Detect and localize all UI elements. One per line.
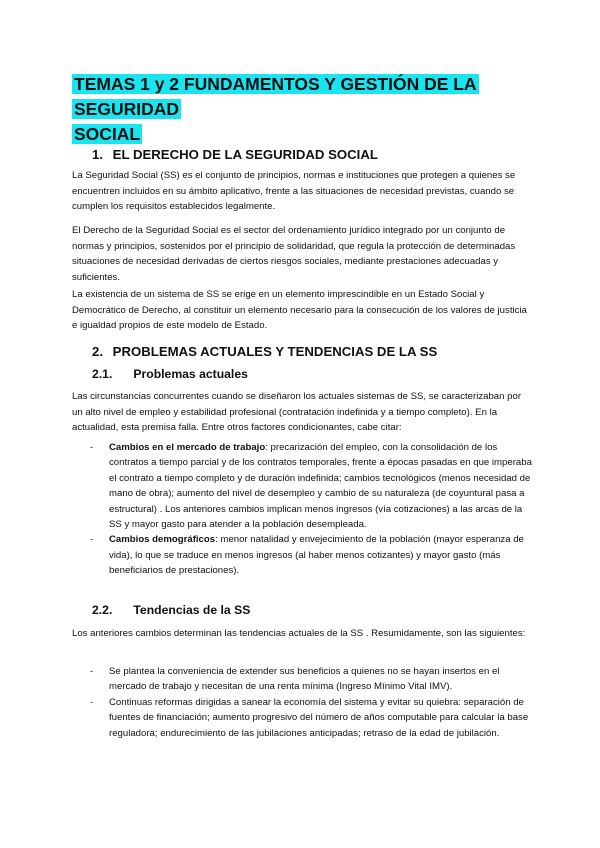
list-item-bold: Cambios en el mercado de trabajo <box>109 442 266 453</box>
list-dash: - <box>90 696 94 708</box>
list-item <box>72 664 532 695</box>
section-2-heading <box>92 344 437 359</box>
list-item-bold: Cambios demográficos <box>109 534 216 546</box>
list-item <box>72 440 532 532</box>
title-line-1: TEMAS 1 y 2 FUNDAMENTOS Y GESTIÓN DE LA SEGURIDAD <box>74 74 477 119</box>
section-1-title: EL DERECHO DE LA SEGURIDAD SOCIAL <box>112 147 378 162</box>
list-dash: - <box>90 666 94 677</box>
section-1-paragraph-3: La existencia de un sistema de SS se erige en un elemento imprescindible en un Estado Social y Democrático de Derecho, al constituir un elemento necesario para la consecución de los valores de justicia e igualdad propios de este modelo de Estado. <box>72 289 527 332</box>
list-item <box>72 695 532 741</box>
list-item-text: : menor natalidad y envejecimiento de la población (mayor esperanza de vida), lo que se traduce en menos ingresos (al haber menos cotizantes) y mayor gasto (más beneficiarios de prestaciones). <box>109 534 524 577</box>
section-2-title: PROBLEMAS ACTUALES Y TENDENCIAS DE LA SS <box>112 344 438 359</box>
subsection-2-2-heading <box>92 603 250 617</box>
section-1-paragraph-1: La Seguridad Social (SS) es el conjunto de principios, normas e instituciones que protegen a quienes se encuentren incluidos en su ámbito aplicativo, frente a las situaciones de necesidad previstas, cuando se cumplen los requisitos establecidos legalmente. <box>72 170 516 213</box>
subsection-2-1-intro: Las circunstancias concurrentes cuando se diseñaron los actuales sistemas de SS, se caracterizaban por un alto nivel de empleo y estabilidad profesional (contratación indefinida y a tiempo completo). En la actualidad, esta premisa falla. Entre otros factores condicionantes, cabe citar: <box>72 391 522 434</box>
subsection-2-1-heading <box>92 367 248 381</box>
subsection-2-1-title: Problemas actuales <box>133 367 248 381</box>
list-dash: - <box>90 534 94 546</box>
subsection-2-2-title: Tendencias de la SS <box>133 603 251 617</box>
subsection-2-1-number: 2.1. <box>92 367 113 381</box>
list-item-text: Se plantea la conveniencia de extender sus beneficios a quienes no se hayan insertos en el mercado de trabajo y necesitan de una renta mínima (Ingreso Mínimo Vital IMV). <box>109 666 500 693</box>
list-dash: - <box>90 442 94 453</box>
title-line-2: SOCIAL <box>74 124 141 144</box>
subsection-2-2-number: 2.2. <box>92 603 113 617</box>
list-item <box>72 532 532 578</box>
subsection-2-2-intro: Los anteriores cambios determinan las tendencias actuales de la SS . Resumidamente, son las siguientes: <box>72 628 526 639</box>
list-item-text: Continuas reformas dirigidas a sanear la economía del sistema y evitar su quiebra: separación de fuentes de financiación; aumento progresivo del número de años computable para calcular la base reguladora; endurecimiento de las jubilaciones anticipadas; retraso de la edad de jubilación. <box>109 696 529 739</box>
trends-list <box>72 664 532 741</box>
section-2-number: 2. <box>92 344 103 359</box>
list-item-text: : precarización del empleo, con la consolidación de los contratos a tiempo parcial y de los contratos temporales, frente a épocas pasadas en que imperaba el contrato a tiempo completo y de duración indefinida; cambios tecnológicos (menos necesidad de mano de obra); aumento del nivel de desempleo y cambio de su naturaleza (de coyuntural pasa a estructural) . Los anteriores cambios implican menos ingresos (vía cotizaciones) a las arcas de la SS y mayor gasto para atender a la población desempleada. <box>109 442 532 531</box>
document-title <box>72 72 532 147</box>
section-1-number: 1. <box>92 147 103 162</box>
section-1-heading <box>92 147 378 162</box>
problems-list <box>72 440 532 579</box>
section-1-paragraph-2: El Derecho de la Seguridad Social es el sector del ordenamiento jurídico integrado por un conjunto de normas y principios, sostenidos por el principio de solidaridad, que regula la protección de determinadas situaciones de necesidad derivadas de ciertos riesgos sociales, mediante prestaciones adecuadas y suficientes. <box>72 225 516 283</box>
